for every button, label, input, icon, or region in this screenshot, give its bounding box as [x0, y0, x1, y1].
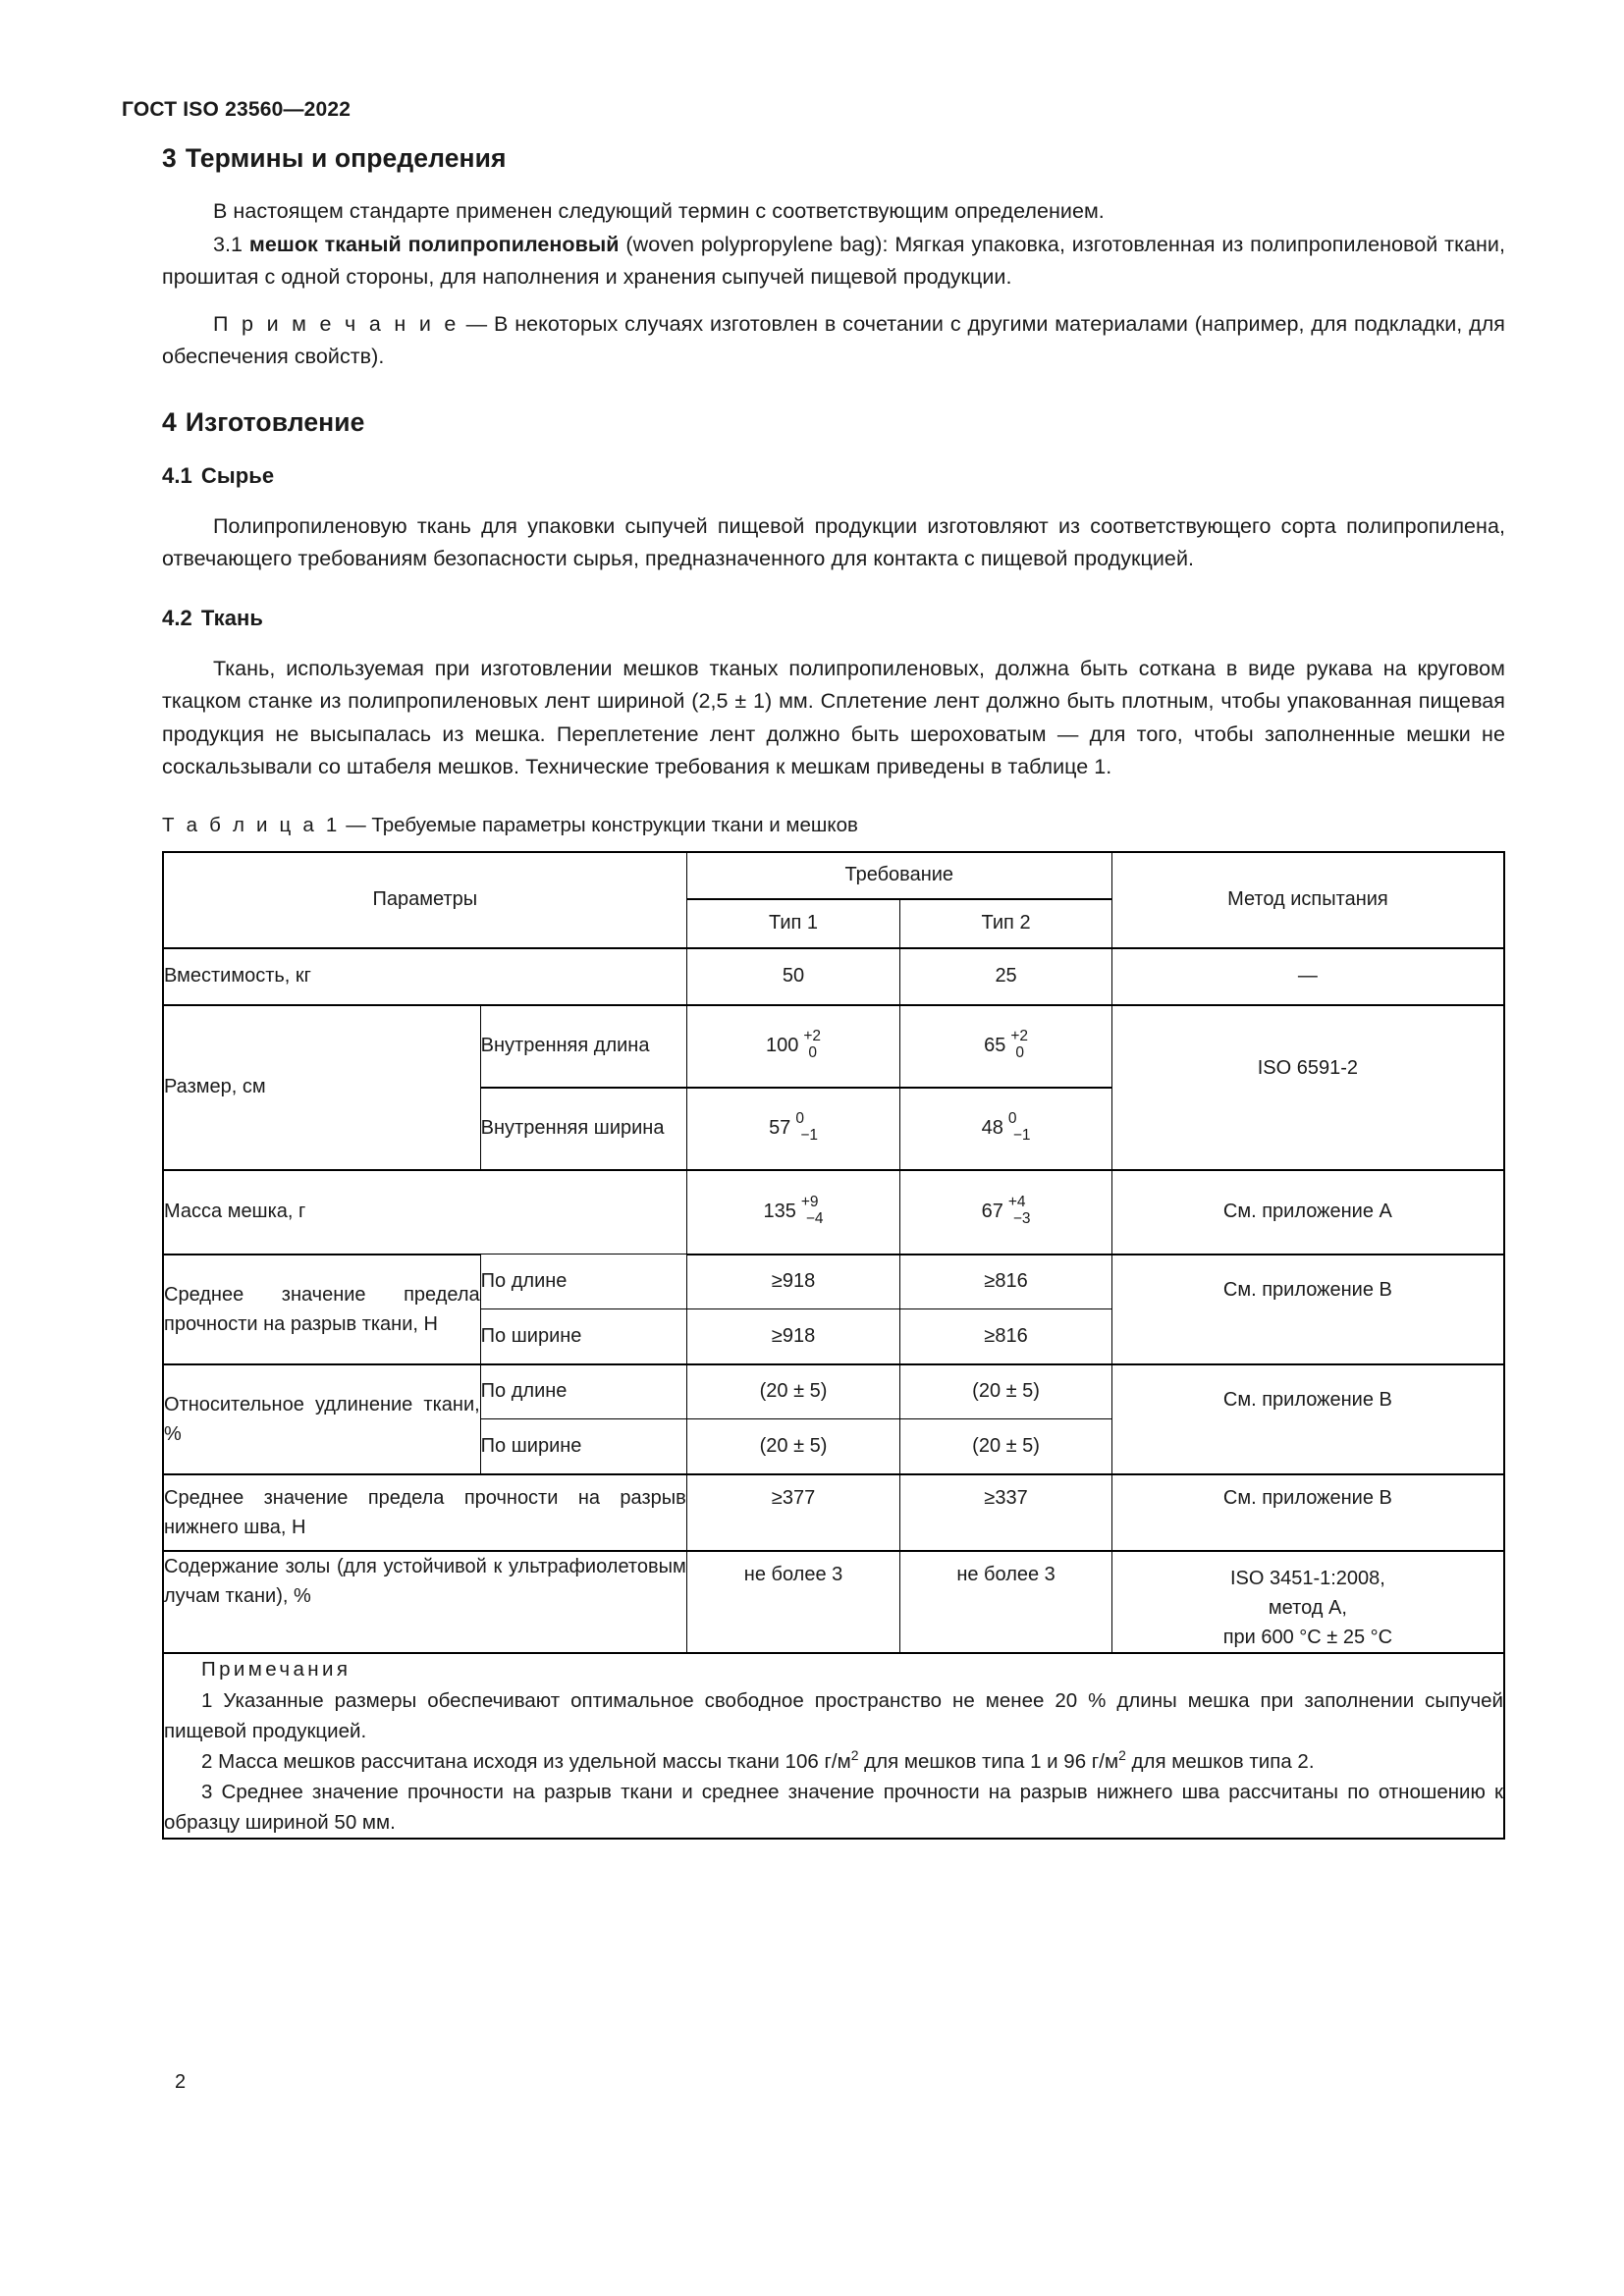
row-tensile-length-type1: ≥918	[686, 1255, 900, 1309]
table-row-elongation-length	[163, 1364, 1504, 1419]
section-4-1-number: 4.1	[162, 462, 192, 488]
row-capacity-type2: 25	[900, 948, 1111, 1005]
th-method: Метод испытания	[1111, 852, 1504, 948]
tolerance-value: 65 +2 0	[984, 1028, 1029, 1061]
row-elongation-length-type1: (20 ± 5)	[686, 1364, 900, 1419]
section-heading-3	[162, 143, 1505, 174]
section-heading-4-1	[162, 463, 1505, 489]
table-caption-label: Т а б л и ц а 1	[162, 813, 341, 836]
section-4-2-number: 4.2	[162, 605, 192, 630]
row-inner-length-type1	[686, 1005, 900, 1088]
section-4-2-title: Ткань	[200, 605, 264, 630]
section-3-note	[162, 308, 1505, 374]
table-notes-row	[163, 1653, 1504, 1839]
row-ash-label: Содержание золы (для устойчивой к ультрафиолетовым лучам ткани), %	[163, 1551, 686, 1653]
table-1	[162, 851, 1505, 1840]
row-ash-type2: не более 3	[900, 1551, 1111, 1653]
section-4-title: Изготовление	[185, 406, 365, 437]
table-row-inner-length	[163, 1005, 1504, 1088]
section-heading-4-2	[162, 606, 1505, 631]
section-3-title: Термины и определения	[185, 143, 507, 173]
row-tensile-method: См. приложение В	[1111, 1255, 1504, 1364]
row-seam-label: Среднее значение предела прочности на разрыв нижнего шва, Н	[163, 1474, 686, 1551]
term-number: 3.1	[213, 232, 244, 256]
row-mass-type1	[686, 1170, 900, 1255]
table-row-capacity	[163, 948, 1504, 1005]
row-inner-width-type1	[686, 1088, 900, 1170]
superscript-2: 2	[1118, 1746, 1126, 1763]
row-tensile-length-type2: ≥816	[900, 1255, 1111, 1309]
section-4-1-title: Сырье	[200, 462, 275, 488]
row-tensile-label: Среднее значение предела прочности на разрыв ткани, Н	[163, 1255, 480, 1364]
section-4-1-paragraph: Полипропиленовую ткань для упаковки сыпучей пищевой продукции изготовляют из соответствующего сорта полипропилена, отвечающего требованиям безопасности сырья, предназначенного для контакта с пищевой продукцией.	[162, 513, 1505, 570]
th-parameters: Параметры	[163, 852, 686, 948]
row-elongation-length-sub: По длине	[480, 1364, 686, 1419]
row-mass-label: Масса мешка, г	[163, 1170, 686, 1255]
table-header-row-1	[163, 852, 1504, 899]
row-inner-width-type2	[900, 1088, 1111, 1170]
section-heading-4	[162, 407, 1505, 438]
row-elongation-label: Относительное удлинение ткани, %	[163, 1364, 480, 1474]
tolerance-value: 57 0 −1	[769, 1110, 818, 1144]
table-note-3: 3 Среднее значение прочности на разрыв ткани и среднее значение прочности на разрыв нижнего шва рассчитаны по отношению к образцу шириной 50 мм.	[164, 1780, 1503, 1834]
row-mass-method: См. приложение А	[1111, 1170, 1504, 1255]
tolerance-value: 48 0 −1	[981, 1110, 1031, 1144]
section-3-intro: В настоящем стандарте применен следующий термин с соответствующим определением.	[213, 199, 1105, 223]
row-elongation-length-type2: (20 ± 5)	[900, 1364, 1111, 1419]
table-notes-title: Примечания	[201, 1657, 352, 1681]
ash-method-line-1: ISO 3451-1:2008,	[1229, 1567, 1385, 1589]
row-inner-length-type2	[900, 1005, 1111, 1088]
table-note-2: 2 Масса мешков рассчитана исходя из удельной массы ткани 106 $г/м^2$ для мешков типа 1 и 96 $г/м^2$ для мешков типа 2.	[201, 1746, 1315, 1773]
term-definition-3-1	[162, 229, 1505, 294]
page-content	[162, 143, 1505, 1840]
row-inner-length-sub: Внутренняя длина	[480, 1005, 686, 1088]
table-row-seam	[163, 1474, 1504, 1551]
table-row-ash	[163, 1551, 1504, 1653]
row-elongation-method: См. приложение В	[1111, 1364, 1504, 1474]
row-ash-method	[1111, 1551, 1504, 1653]
row-ash-type1: не более 3	[686, 1551, 900, 1653]
row-mass-type2	[900, 1170, 1111, 1255]
th-type-2: Тип 2	[900, 899, 1111, 948]
note-label: П р и м е ч а н и е	[213, 311, 460, 336]
row-size-method: ISO 6591-2	[1111, 1005, 1504, 1170]
section-4-2-paragraph: Ткань, используемая при изготовлении мешков тканых полипропиленовых, должна быть соткана в виде рукава на круговом ткацком станке из полипропиленовых лент шириной (2,5 ± 1) мм. Сплетение лент должно быть плотным, чтобы упакованная пищевая продукция не высыпалась из мешка. Переплетение лент должно быть шероховатым — для того, чтобы заполненные мешки не соскальзывали со штабеля мешков. Технические требования к мешкам приведены в таблице 1.	[162, 656, 1505, 778]
table-1-caption	[162, 814, 1505, 837]
table-notes	[163, 1653, 1504, 1839]
tolerance-value: 100 +2 0	[766, 1028, 822, 1061]
table-note-1: 1 Указанные размеры обеспечивают оптимальное свободное пространство не менее 20 % длины мешка при заполнении сыпучей пищевой продукцией.	[164, 1688, 1503, 1742]
row-tensile-width-type1: ≥918	[686, 1309, 900, 1364]
row-elongation-width-type1: (20 ± 5)	[686, 1419, 900, 1474]
tolerance-value: 67 +4 −3	[981, 1194, 1031, 1227]
row-tensile-length-sub: По длине	[480, 1255, 686, 1309]
row-capacity-method: —	[1111, 948, 1504, 1005]
ash-method-line-3: при 600 °С ± 25 °С	[1222, 1626, 1393, 1648]
page-number: 2	[175, 2071, 187, 2093]
section-4-number: 4	[162, 406, 177, 437]
row-seam-type2: ≥337	[900, 1474, 1111, 1551]
table-row-mass	[163, 1170, 1504, 1255]
table-row-tensile-length	[163, 1255, 1504, 1309]
th-requirement: Требование	[686, 852, 1111, 899]
row-size-label: Размер, см	[163, 1005, 480, 1170]
row-seam-method: См. приложение В	[1111, 1474, 1504, 1551]
row-seam-type1: ≥377	[686, 1474, 900, 1551]
superscript-2: 2	[850, 1746, 859, 1763]
row-elongation-width-sub: По ширине	[480, 1419, 686, 1474]
row-inner-width-sub: Внутренняя ширина	[480, 1088, 686, 1170]
ash-method-line-2: метод А,	[1268, 1596, 1347, 1619]
tolerance-value: 135 +9 −4	[763, 1194, 824, 1227]
row-tensile-width-sub: По ширине	[480, 1309, 686, 1364]
note-text: — В некоторых случаях изготовлен в сочетании с другими материалами (например, для подкладки, для обеспечения свойств).	[162, 311, 1505, 368]
term-name: мешок тканый полипропиленовый	[248, 232, 620, 256]
row-capacity-type1: 50	[686, 948, 900, 1005]
term-body: (woven polypropylene bag): Мягкая упаковка, изготовленная из полипропиленовой ткани, прошитая с одной стороны, для наполнения и хранения сыпучей пищевой продукции.	[162, 232, 1506, 289]
section-3-number: 3	[162, 143, 177, 173]
running-header: ГОСТ ISO 23560—2022	[122, 98, 352, 121]
row-elongation-width-type2: (20 ± 5)	[900, 1419, 1111, 1474]
row-capacity-label: Вместимость, кг	[163, 948, 686, 1005]
row-tensile-width-type2: ≥816	[900, 1309, 1111, 1364]
th-type-1: Тип 1	[686, 899, 900, 948]
table-caption-text: — Требуемые параметры конструкции ткани и мешков	[340, 813, 858, 836]
